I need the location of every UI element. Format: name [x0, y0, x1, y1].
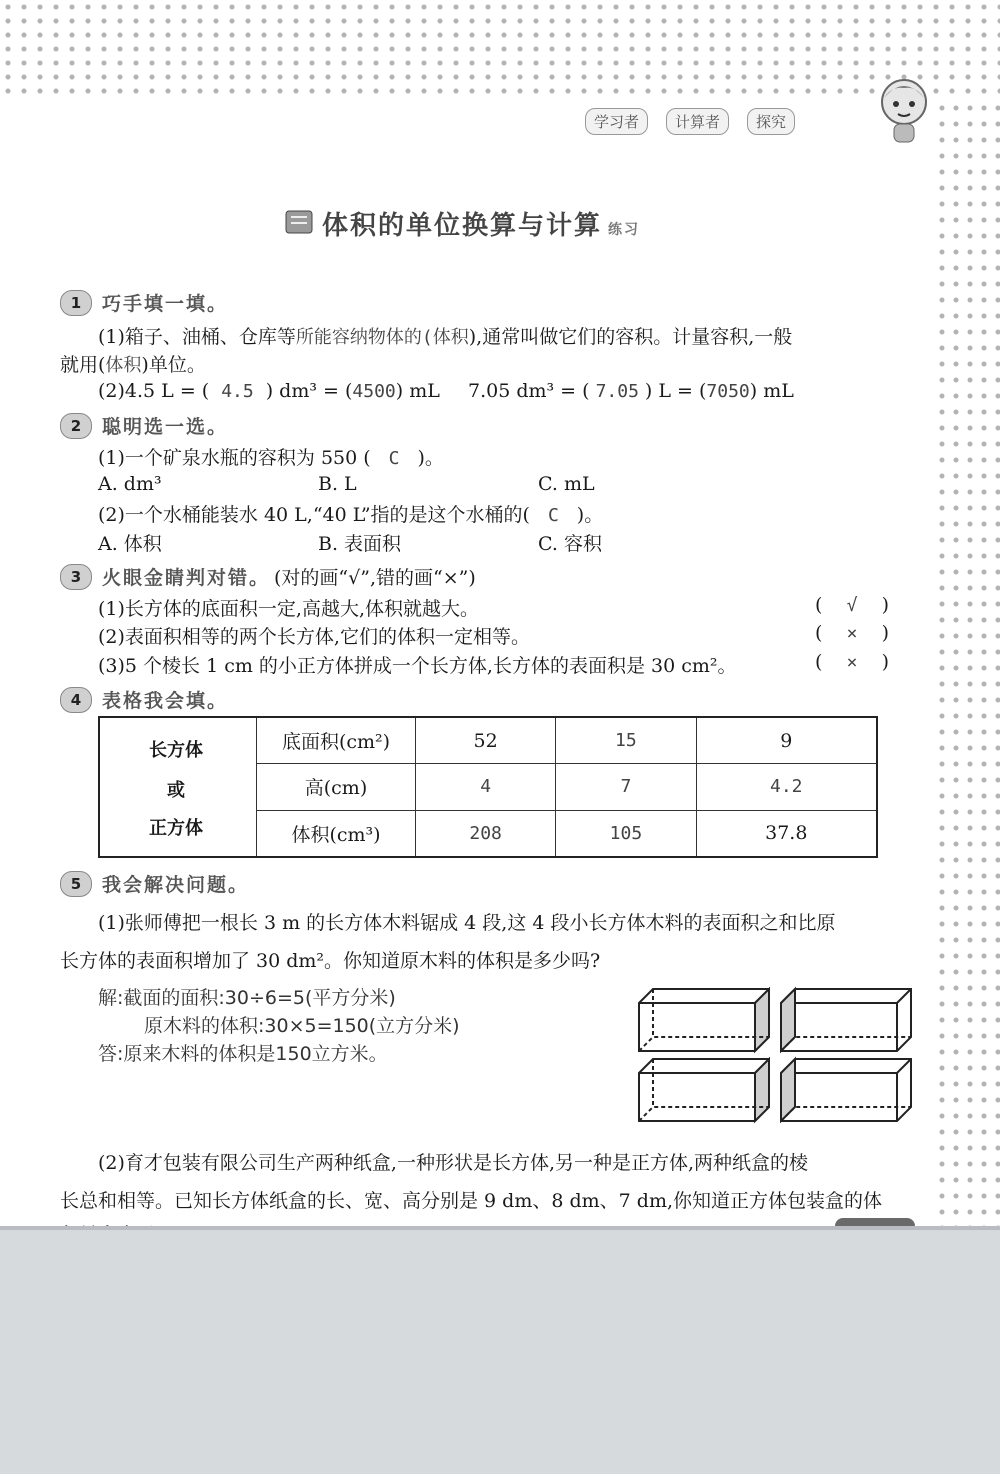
stub-label: 长方体: [149, 740, 203, 761]
s1-answer: 体积: [105, 355, 142, 376]
section-title: 我会解决问题。: [102, 874, 250, 896]
section-title: [102, 563, 476, 590]
section-badge: 5: [60, 871, 92, 897]
cuboid-piece-1: [639, 989, 769, 1051]
s3-item-2-answer: ×: [846, 623, 858, 644]
s5-p1-line1: (1)张师傅把一根长 3 m 的长方体木料锯成 4 段,这 4 段小长方体木料的表面积之和比原: [98, 912, 836, 934]
lesson-title-text: 体积的单位换算与计算: [322, 211, 603, 241]
section-note: (对的画“√”,错的画“×”): [274, 567, 476, 589]
header-tag-2: 计算者: [666, 108, 729, 135]
section-badge: 3: [60, 564, 92, 590]
cuboid-piece-4: [781, 1059, 911, 1121]
table-cell: 15: [556, 717, 696, 764]
s2-q2: [98, 500, 603, 527]
s3-item-2-answer-box: ( × ): [815, 622, 889, 644]
table-cell: 7: [556, 764, 696, 810]
s2-q1-opt-b: B. L: [318, 473, 357, 495]
section-badge: 4: [60, 687, 92, 713]
s2-q2-opt-a: A. 体积: [98, 533, 162, 555]
s1-q1-text: )单位。: [141, 354, 206, 376]
s3-item-2: (2)表面积相等的两个长方体,它们的体积一定相等。: [98, 626, 530, 648]
lesson-title-tag: 练习: [608, 222, 641, 238]
section-5-header: [60, 870, 249, 897]
header-tag-1: 学习者: [585, 108, 648, 135]
table-cell: 208: [416, 810, 556, 857]
table-cell: 37.8: [696, 810, 877, 857]
s2-q1-end: )。: [417, 447, 444, 469]
section-title: 巧手填一填。: [102, 293, 229, 315]
answer-line: 原木料的体积:30×5=150(立方分米): [144, 1015, 460, 1037]
s3-item-1-answer-box: ( √ ): [815, 594, 889, 616]
s3-item-1-answer: √: [846, 595, 858, 616]
cuboid-piece-3: [639, 1059, 769, 1121]
stub-label: 或: [167, 780, 185, 801]
dot-border-right: [935, 100, 1000, 1230]
table-stub: [98, 716, 254, 858]
s1-q1-line1: [98, 322, 792, 349]
s1-q2-text: ) mL: [395, 380, 440, 402]
s5-handwritten-answer: [98, 984, 460, 1068]
s5-p1-line2: 长方体的表面积增加了 30 dm²。你知道原木料的体积是多少吗?: [60, 950, 601, 972]
table-cell: 高(cm): [257, 764, 416, 810]
s1-q1-handwritten: 所能容纳物体的(: [295, 327, 433, 348]
table-cell: 体积(cm³): [257, 810, 416, 857]
table-cell: 4: [416, 764, 556, 810]
section-3-header: [60, 563, 476, 590]
s3-item-3-answer: ×: [846, 652, 858, 673]
s1-answer: 4500: [352, 381, 396, 402]
cuboid-piece-2: [781, 989, 911, 1051]
section-title: 聪明选一选。: [102, 416, 229, 438]
s3-item-3: (3)5 个棱长 1 cm 的小正方体拼成一个长方体,长方体的表面积是 30 cm²。: [98, 655, 737, 677]
s1-answer: 7.05: [595, 381, 639, 402]
s1-q2-text: 7.05 dm³ = (: [468, 380, 590, 402]
lesson-title: [322, 205, 640, 242]
s3-item-3-answer-box: ( × ): [815, 651, 889, 673]
table-cell: 底面积(cm²): [257, 717, 416, 764]
answer-line: 解:截面的面积:30÷6=5(平方分米): [98, 987, 396, 1009]
s1-answer: 7050: [706, 381, 750, 402]
s2-q1-opt-c: C. mL: [538, 473, 595, 495]
s1-q1-text: ),通常叫做它们的容积。计量容积,一般: [468, 326, 793, 348]
s5-p2-line2: 长总和相等。已知长方体纸盒的长、宽、高分别是 9 dm、8 dm、7 dm,你知道正方体包装盒的体: [60, 1190, 883, 1212]
s2-q2-text: (2)一个水桶能装水 40 L,“40 L”指的是这个水桶的(: [98, 504, 530, 526]
s2-q2-answer: C: [547, 505, 559, 526]
section-title: 表格我会填。: [102, 690, 229, 712]
s1-q2-text: (2)4.5 L = (: [98, 380, 210, 402]
table-cell: 105: [556, 810, 696, 857]
s1-q2-line-b: [468, 380, 794, 402]
section-title-text: 火眼金睛判对错。: [102, 567, 271, 589]
table-cell: 4.2: [696, 764, 877, 810]
header-tags: [585, 108, 795, 135]
stub-label: 正方体: [149, 818, 203, 839]
s1-q2-text: ) dm³ = (: [265, 380, 353, 402]
s1-q1-line2: [60, 350, 206, 377]
s5-p2-line1: (2)育才包装有限公司生产两种纸盒,一种形状是长方体,另一种是正方体,两种纸盒的棱: [98, 1152, 809, 1174]
cut-cuboids-diagram: [635, 985, 915, 1125]
table-cell: 9: [696, 717, 877, 764]
s2-q2-opt-b: B. 表面积: [318, 533, 402, 555]
section-4-header: [60, 686, 228, 713]
s2-q2-opt-c: C. 容积: [538, 533, 602, 555]
section-1-header: [60, 289, 228, 316]
section-badge: 1: [60, 290, 92, 316]
s2-q1: [98, 443, 444, 470]
s2-q1-opt-a: A. dm³: [98, 473, 162, 495]
s2-q1-answer: C: [388, 448, 400, 469]
header-tag-3: 探究: [747, 108, 795, 135]
section-badge: 2: [60, 413, 92, 439]
s2-q1-text: (1)一个矿泉水瓶的容积为 550 (: [98, 447, 371, 469]
section-2-header: [60, 412, 228, 439]
dot-border-top: [0, 0, 1000, 100]
mascot-girl-icon: [872, 72, 936, 144]
table-cell: 52: [416, 717, 556, 764]
s1-q1-text: 就用(: [60, 354, 106, 376]
s1-q1-text: (1)箱子、油桶、仓库等: [98, 326, 296, 348]
s1-q2-text: ) mL: [749, 380, 794, 402]
s1-answer: 4.5: [221, 381, 254, 402]
s1-q2-text: ) L = (: [644, 380, 707, 402]
scan-background: [0, 1230, 1000, 1474]
s1-q2-line: [98, 380, 440, 402]
s3-item-1: (1)长方体的底面积一定,高越大,体积就越大。: [98, 598, 479, 620]
s1-answer: 体积: [432, 327, 469, 348]
answer-line: 答:原来木料的体积是150立方米。: [98, 1043, 388, 1065]
book-icon: [283, 205, 317, 239]
s2-q2-end: )。: [576, 504, 604, 526]
